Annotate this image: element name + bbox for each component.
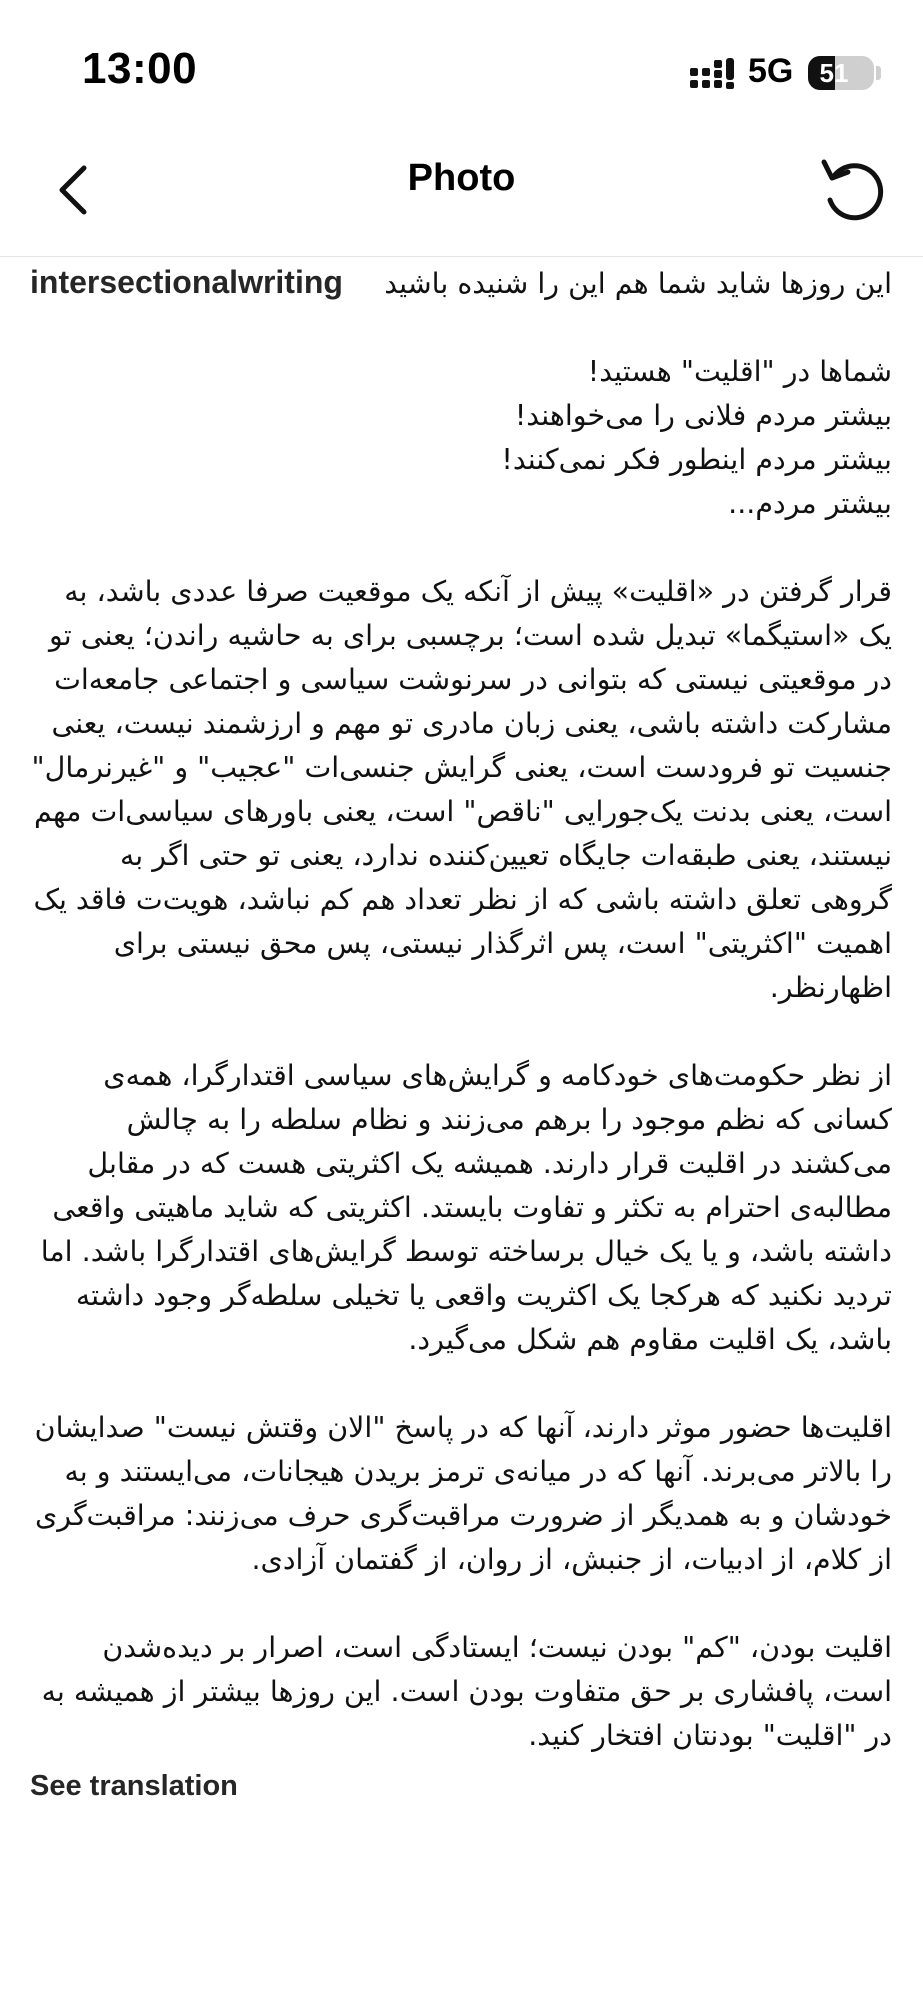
network-type: 5G [748, 52, 794, 90]
battery-level: 51 [819, 58, 849, 88]
battery-icon [808, 56, 874, 90]
caption-text [30, 262, 892, 1758]
post-caption-area [30, 262, 892, 1803]
see-translation-link[interactable]: See translation [30, 1770, 238, 1802]
refresh-icon[interactable] [808, 146, 892, 230]
username-link[interactable]: intersectionalwriting [30, 264, 343, 300]
caption-paragraph: از نظر حکومت‌های خودکامه و گرایش‌های سیاسی اقتدارگرا، همه‌ی کسانی که نظم موجود را برهم می‌زنند و نظام سلطه را به چالش می‌کشند در اقلیت قرار دارند. همیشه یک اکثریتی هست که در مقابل مطالبه‌ی احترام به تکثر و تفاوت بایستد. اکثریتی که شاید ماهیتی واقعی داشته باشد، و یا یک خیال برساخته توسط گرایش‌های اقتدارگرا باشد. اما تردید نکنید که هرکجا یک اکثریت واقعی یا تخیلی سلطه‌گر وجود داشته باشد، یک اقلیت مقاوم هم شکل می‌گیرد. [40, 1059, 892, 1356]
caption-paragraph: اقلیت بودن، "کم" بودن نیست؛ ایستادگی است، اصرار بر دیده‌شدن است، پافشاری بر حق متفاوت بودن است. این روزها بیشتر از همیشه به در "اقلیت" بودنتان افتخار کنید. [41, 1631, 892, 1752]
page-title: Photo [407, 157, 516, 199]
caption-header [30, 262, 892, 1758]
chevron-left-icon[interactable] [40, 150, 120, 230]
caption-paragraph: قرار گرفتن در «اقلیت» پیش از آنکه یک موقعیت صرفا عددی باشد، به یک «استیگما» تبدیل شده است؛ برچسبی برای به حاشیه راندن؛ یعنی تو در موقعیتی نیستی که بتوانی در سرنوشت سیاسی و اجتماعی جامعه‌ات مشارکت داشته باشی، یعنی زبان مادری تو مهم و ارزشمند نیست، یعنی جنسیت تو فرودست است، یعنی گرایش جنسی‌ات "عجیب" و "غیرنرمال" است، یعنی بدنت یک‌جورایی "ناقص" است، یعنی باورهای سیاسی‌ات مهم نیستند، یعنی طبقه‌ات جایگاه تعیین‌کننده ندارد، یعنی تو حتی اگر به گروهی تعلق داشته باشی که از نظر تعداد هم کم نباشد، هویت‌ت فاقد یک اهمیت "اکثریتی" است، پس اثرگذار نیستی، پس محق نیستی برای اظهارنظر. [31, 575, 892, 1004]
status-bar [0, 0, 923, 140]
caption-paragraph: اقلیت‌ها حضور موثر دارند، آنها که در پاسخ "الان وقتش نیست" صدایشان را بالاتر می‌برند. آنها که در میانه‌ی ترمز بریدن هیجانات، می‌ایستند و به خودشان و به همدیگر از ضرورت مراقبت‌گری حرف می‌زنند: مراقبت‌گری از کلام، از ادبیات، از جنبش، از روان، از گفتمان آزادی. [34, 1411, 892, 1576]
caption-paragraph: شماها در "اقلیت" هستید! بیشتر مردم فلانی را می‌خواهند! بیشتر مردم اینطور فکر نمی‌کنند! بیشتر مردم... [501, 355, 892, 520]
signal-icon [688, 58, 738, 90]
caption-paragraph: این روزها شاید شما هم این را شنیده باشید [384, 267, 892, 300]
battery-cap [876, 66, 881, 80]
nav-bar [0, 140, 923, 257]
status-time: 13:00 [82, 44, 198, 93]
